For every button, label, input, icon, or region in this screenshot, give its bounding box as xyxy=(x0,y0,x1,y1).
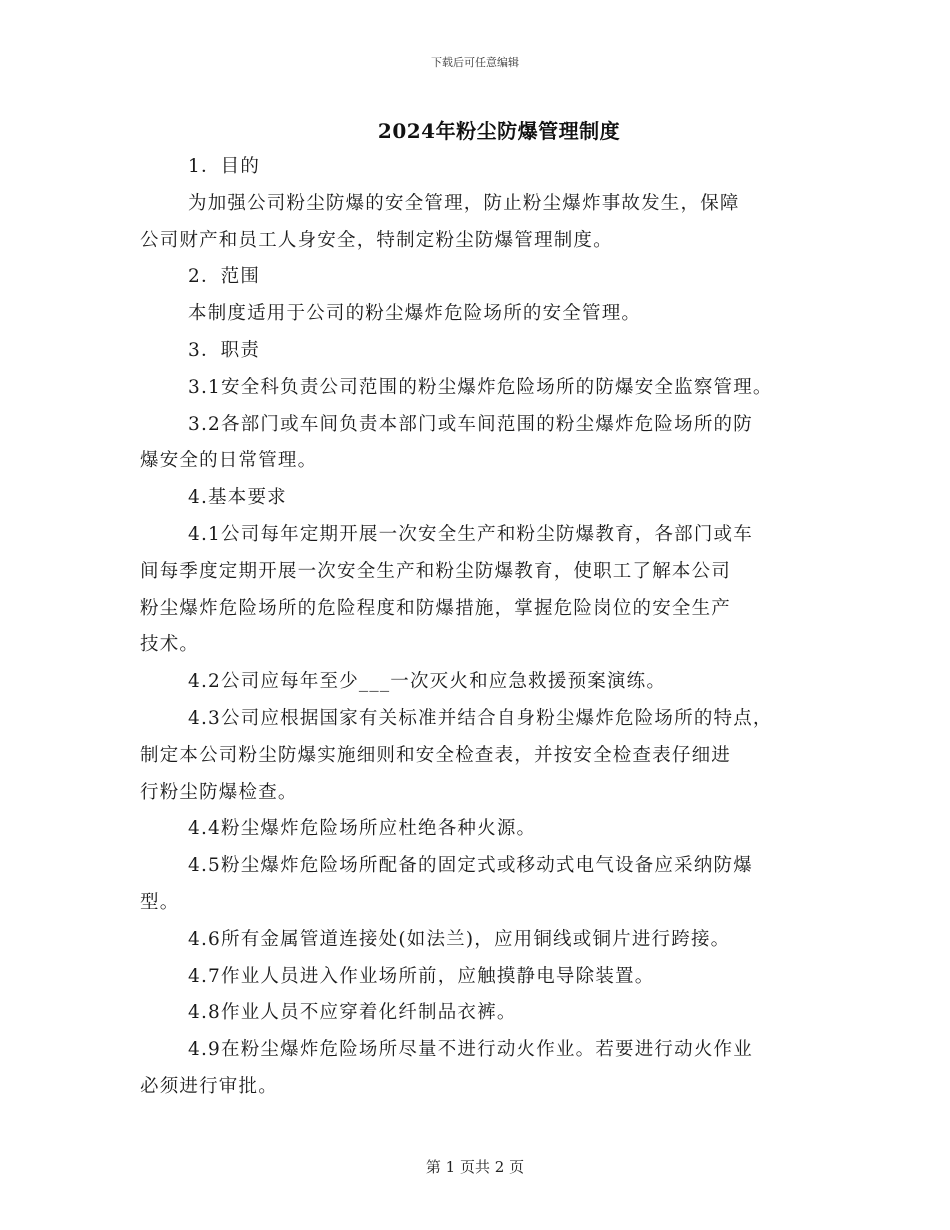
document-title: 2024年粉尘防爆管理制度 xyxy=(377,119,621,143)
paragraph-line: 4.3公司应根据国家有关标准并结合自身粉尘爆炸危险场所的特点， xyxy=(188,707,773,729)
paragraph-line: 4.6所有金属管道连接处(如法兰)，应用铜线或铜片进行跨接。 xyxy=(188,928,731,950)
paragraph-line: 为加强公司粉尘防爆的安全管理，防止粉尘爆炸事故发生，保障 xyxy=(188,192,740,214)
paragraph-line: 4.4粉尘爆炸危险场所应杜绝各种火源。 xyxy=(188,818,537,840)
paragraph-line: 2．范围 xyxy=(188,266,261,288)
paragraph-line: 4.基本要求 xyxy=(188,487,287,509)
paragraph-line: 粉尘爆炸危险场所的危险程度和防爆措施，掌握危险岗位的安全生产 xyxy=(140,597,732,619)
paragraph-line: 制定本公司粉尘防爆实施细则和安全检查表，并按安全检查表仔细进 xyxy=(140,744,732,766)
document-body xyxy=(140,149,820,1106)
paragraph-line: 公司财产和员工人身安全，特制定粉尘防爆管理制度。 xyxy=(140,229,613,251)
paragraph-line: 必须进行审批。 xyxy=(140,1075,278,1097)
paragraph-line: 4.5粉尘爆炸危险场所配备的固定式或移动式电气设备应采纳防爆 xyxy=(188,855,753,877)
paragraph-line: 4.2公司应每年至少___一次灭火和应急救援预案演练。 xyxy=(188,671,667,693)
paragraph-line: 行粉尘防爆检查。 xyxy=(140,781,298,803)
paragraph-line: 技术。 xyxy=(140,634,200,656)
page-number: 第 1 页共 2 页 xyxy=(425,1158,525,1176)
paragraph-line: 4.7作业人员进入作业场所前，应触摸静电导除装置。 xyxy=(188,965,655,987)
paragraph-line: 本制度适用于公司的粉尘爆炸危险场所的安全管理。 xyxy=(188,303,642,325)
paragraph-line: 4.9在粉尘爆炸危险场所尽量不进行动火作业。若要进行动火作业 xyxy=(188,1039,753,1061)
paragraph-line: 3．职责 xyxy=(188,339,261,361)
paragraph-line: 型。 xyxy=(140,891,180,913)
paragraph-line: 3.2各部门或车间负责本部门或车间范围的粉尘爆炸危险场所的防 xyxy=(188,413,753,435)
paragraph-line: 4.1公司每年定期开展一次安全生产和粉尘防爆教育，各部门或车 xyxy=(188,523,753,545)
paragraph-line: 间每季度定期开展一次安全生产和粉尘防爆教育，使职工了解本公司 xyxy=(140,560,732,582)
paragraph-line: 4.8作业人员不应穿着化纤制品衣裤。 xyxy=(188,1002,517,1024)
paragraph-line: 3.1安全科负责公司范围的粉尘爆炸危险场所的防爆安全监察管理。 xyxy=(188,376,773,398)
header-note: 下载后可任意编辑 xyxy=(431,56,519,69)
paragraph-line: 1．目的 xyxy=(188,156,261,177)
paragraph-line: 爆安全的日常管理。 xyxy=(140,450,318,472)
